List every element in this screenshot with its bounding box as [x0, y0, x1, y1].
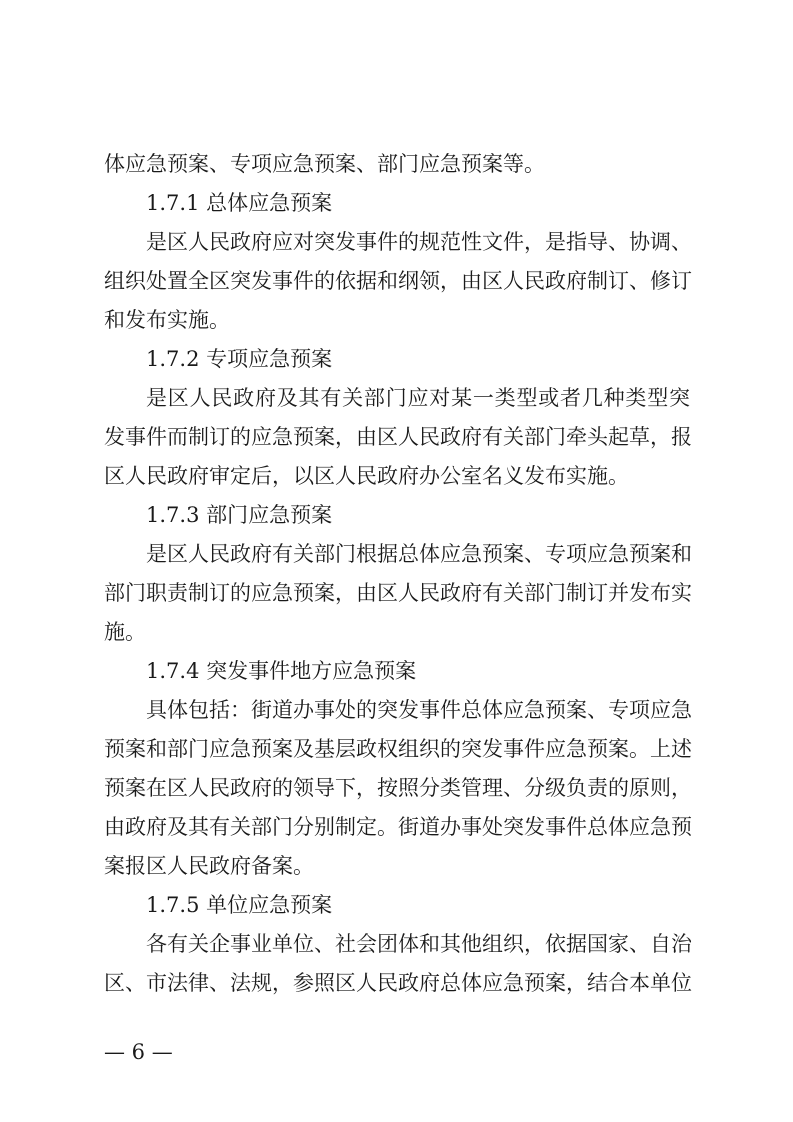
section-heading-1-7-1: 1.7.1 总体应急预案 — [146, 191, 333, 215]
body-text-line: 是区人民政府应对突发事件的规范性文件，是指导、协调、 — [146, 230, 692, 254]
section-heading-1-7-3: 1.7.3 部门应急预案 — [146, 503, 333, 527]
body-text-line: 具体包括：街道办事处的突发事件总体应急预案、专项应急 — [146, 698, 692, 722]
body-text-line: 施。 — [104, 620, 146, 644]
section-heading-1-7-5: 1.7.5 单位应急预案 — [146, 893, 333, 917]
body-text-line: 各有关企事业单位、社会团体和其他组织，依据国家、自治 — [146, 932, 692, 956]
page-number: — 6 — — [104, 1040, 173, 1064]
section-heading-1-7-4: 1.7.4 突发事件地方应急预案 — [146, 659, 417, 683]
body-text-line: 部门职责制订的应急预案，由区人民政府有关部门制订并发布实 — [104, 581, 692, 605]
section-heading-1-7-2: 1.7.2 专项应急预案 — [146, 347, 333, 371]
body-text-line: 体应急预案、专项应急预案、部门应急预案等。 — [104, 152, 545, 176]
body-text-line: 是区人民政府有关部门根据总体应急预案、专项应急预案和 — [146, 542, 692, 566]
body-text-line: 和发布实施。 — [104, 308, 230, 332]
body-text-line: 预案在区人民政府的领导下，按照分类管理、分级负责的原则， — [104, 776, 692, 800]
body-text-line: 区、市法律、法规，参照区人民政府总体应急预案，结合本单位 — [104, 971, 692, 995]
body-text-line: 是区人民政府及其有关部门应对某一类型或者几种类型突 — [146, 386, 690, 410]
body-text-line: 发事件而制订的应急预案，由区人民政府有关部门牵头起草，报 — [104, 425, 692, 449]
body-text-line: 由政府及其有关部门分别制定。街道办事处突发事件总体应急预 — [104, 815, 692, 839]
body-text-line: 组织处置全区突发事件的依据和纲领，由区人民政府制订、修订 — [104, 269, 692, 293]
body-text-line: 区人民政府审定后，以区人民政府办公室名义发布实施。 — [104, 464, 629, 488]
body-text-line: 案报区人民政府备案。 — [104, 854, 314, 878]
body-text-line: 预案和部门应急预案及基层政权组织的突发事件应急预案。上述 — [104, 737, 692, 761]
